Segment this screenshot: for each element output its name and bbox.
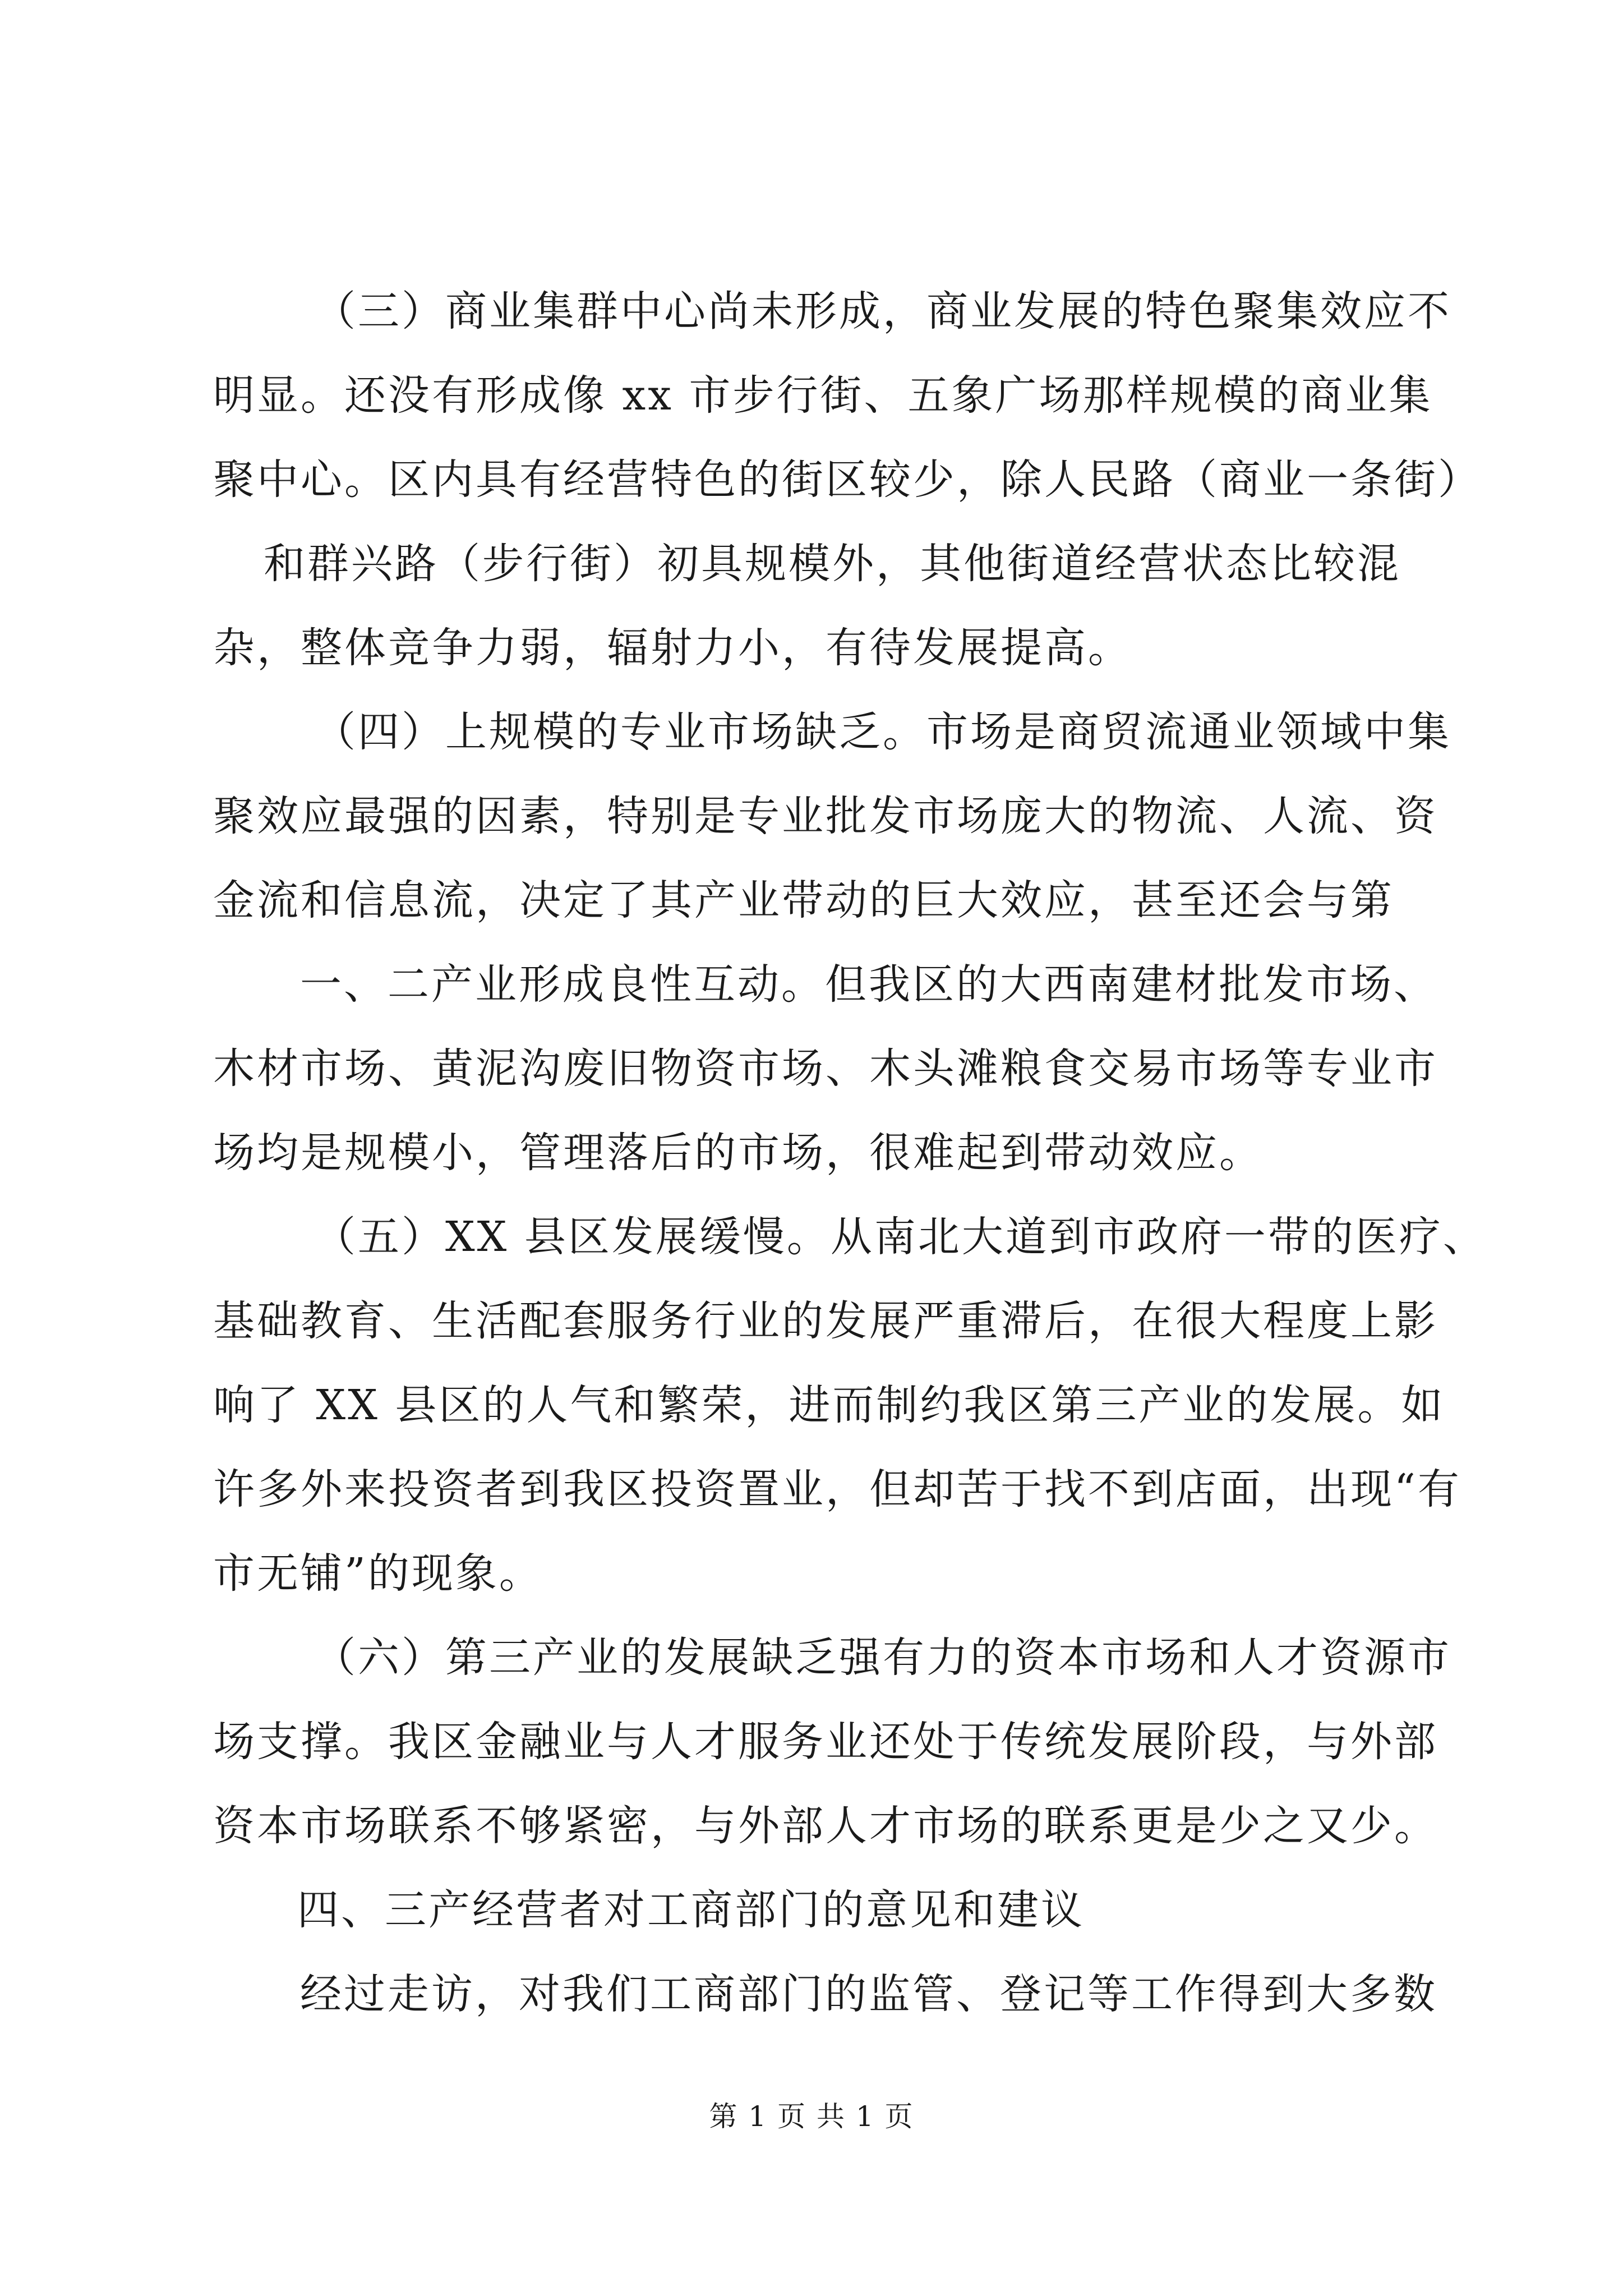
- text-line: 杂，整体竞争力弱，辐射力小，有待发展提高。: [213, 624, 1132, 672]
- text-line: 聚中心。区内具有经营特色的街区较少，除人民路（商业一条街）: [213, 455, 1482, 504]
- text-line: （五）XX 县区发展缓慢。从南北大道到市政府一带的医疗、: [314, 1213, 1487, 1261]
- text-line: 场均是规模小，管理落后的市场，很难起到带动效应。: [213, 1129, 1263, 1177]
- text-line: 基础教育、生活配套服务行业的发展严重滞后，在很大程度上影: [213, 1297, 1438, 1345]
- text-line: 聚效应最强的因素，特别是专业批发市场庞大的物流、人流、资: [213, 792, 1438, 840]
- text-line: 经过走访，对我们工商部门的监管、登记等工作得到大多数: [300, 1970, 1437, 2018]
- text-line: 许多外来投资者到我区投资置业，但却苦于找不到店面，出现“有: [213, 1465, 1461, 1513]
- text-line: 明显。还没有形成像 xx 市步行街、五象广场那样规模的商业集: [213, 371, 1433, 420]
- text-line: （四）上规模的专业市场缺乏。市场是商贸流通业领域中集: [314, 708, 1451, 756]
- text-line: 响了 XX 县区的人气和繁荣，进而制约我区第三产业的发展。如: [213, 1381, 1445, 1429]
- text-line: 场支撑。我区金融业与人才服务业还处于传统发展阶段，与外部: [213, 1718, 1438, 1766]
- text-line: 资本市场联系不够紧密，与外部人才市场的联系更是少之又少。: [213, 1802, 1438, 1850]
- text-line: 金流和信息流，决定了其产业带动的巨大效应，甚至还会与第: [213, 876, 1394, 924]
- text-line: 一、二产业形成良性互动。但我区的大西南建材批发市场、: [300, 960, 1437, 1009]
- page-footer: 第 1 页 共 1 页: [709, 2100, 914, 2133]
- text-line: 木材市场、黄泥沟废旧物资市场、木头滩粮食交易市场等专业市: [213, 1045, 1438, 1093]
- text-line: 市无铺”的现象。: [213, 1549, 543, 1598]
- text-line: （三）商业集群中心尚未形成，商业发展的特色聚集效应不: [314, 287, 1451, 335]
- text-line: （六）第三产业的发展缺乏强有力的资本市场和人才资源市: [314, 1634, 1451, 1682]
- text-line: 和群兴路（步行街）初具规模外，其他街道经营状态比较混: [264, 540, 1401, 588]
- section-heading: 四、三产经营者对工商部门的意见和建议: [297, 1886, 1085, 1934]
